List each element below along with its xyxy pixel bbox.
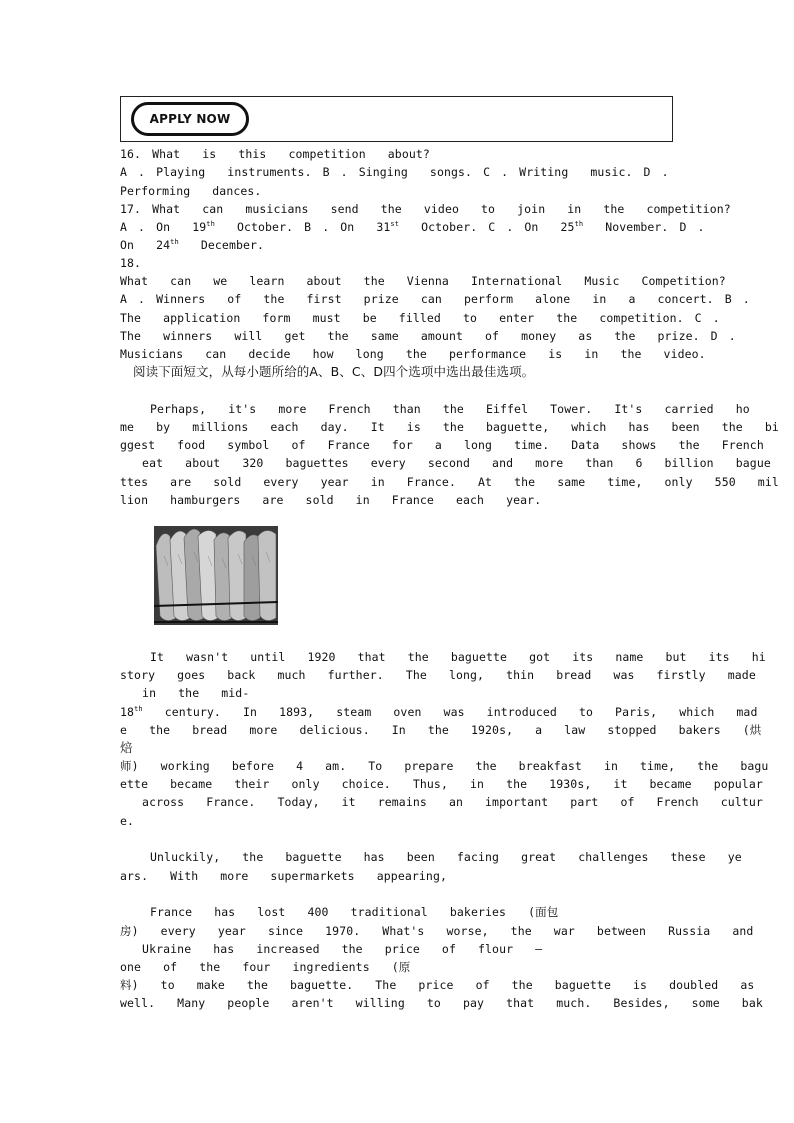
passage-line: e the bread more delicious. In the 1920s, a law stopped bakers (烘 — [120, 723, 762, 737]
passage-line: one of the four ingredients (原 — [120, 960, 411, 974]
passage-line: across France. Today, it remains an important part of French cultur — [120, 795, 763, 809]
passage-line: 房) every year since 1970. What's worse, the war between Russia and — [120, 924, 754, 938]
question-18-option-c: The winners will get the same amount of money as the prize. D . — [120, 329, 736, 343]
question-18-option-a: A . Winners of the first prize can perform alone in a concert. B . — [120, 292, 750, 306]
passage-line: story goes back much further. The long, thin bread was firstly made — [120, 668, 756, 682]
passage-line: Unluckily, the baguette has been facing great challenges these ye — [150, 850, 742, 864]
passage-line: lion hamburgers are sold in France each year. — [120, 493, 542, 507]
passage-line: Perhaps, it's more French than the Eiffel Tower. It's carried ho — [150, 402, 750, 416]
passage-line: eat about 320 baguettes every second and more than 6 billion bague — [120, 456, 771, 470]
passage-line: Ukraine has increased the price of flour — — [120, 942, 543, 956]
passage-line: ette became their only choice. Thus, in the 1930s, it became popular — [120, 777, 763, 791]
passage-line: 焙 — [120, 740, 133, 755]
question-16-option-d: Performing dances. — [120, 184, 262, 198]
passage-line: me by millions each day. It is the baguette, which has been the bi — [120, 420, 779, 434]
passage-line: It wasn't until 1920 that the baguette got its name but its hi — [150, 650, 766, 664]
question-18-number: 18. — [120, 256, 142, 270]
passage-line: e. — [120, 814, 135, 828]
apply-banner — [120, 96, 673, 142]
reading-instruction: 阅读下面短文，从每小题所给的A、B、C、D四个选项中选出最佳选项。 — [133, 364, 535, 379]
passage-line: 18th century. In 1893, steam oven was introduced to Paris, which mad — [120, 705, 758, 719]
question-18-option-d: Musicians can decide how long the performance is in the video. — [120, 347, 706, 361]
passage-line: in the mid- — [120, 686, 250, 700]
passage-line: well. Many people aren't willing to pay that much. Besides, some bak — [120, 996, 763, 1010]
question-16: 16. What is this competition about? — [120, 147, 430, 161]
question-17-options: A . On 19th October. B . On 31st October. C . On 25th November. D . — [120, 220, 705, 234]
question-16-options: A . Playing instruments. B . Singing songs. C . Writing music. D . — [120, 165, 669, 179]
passage-line: 料) to make the baguette. The price of the baguette is doubled as — [120, 978, 755, 992]
question-18-option-b: The application form must be filled to enter the competition. C . — [120, 311, 720, 325]
passage-line: ars. With more supermarkets appearing, — [120, 869, 447, 883]
apply-now-button[interactable]: APPLY NOW — [131, 102, 249, 136]
passage-line: 师) working before 4 am. To prepare the breakfast in time, the bagu — [120, 759, 769, 773]
baguettes-photo — [154, 526, 278, 625]
question-17-option-d: On 24th December. — [120, 238, 265, 252]
question-17: 17. What can musicians send the video to join in the competition? — [120, 202, 731, 216]
passage-line: France has lost 400 traditional bakeries (面包 — [150, 905, 559, 919]
passage-line: ggest food symbol of France for a long time. Data shows the French — [120, 438, 764, 452]
passage-line: ttes are sold every year in France. At the same time, only 550 mil — [120, 475, 779, 489]
question-18: What can we learn about the Vienna International Music Competition? — [120, 274, 726, 288]
